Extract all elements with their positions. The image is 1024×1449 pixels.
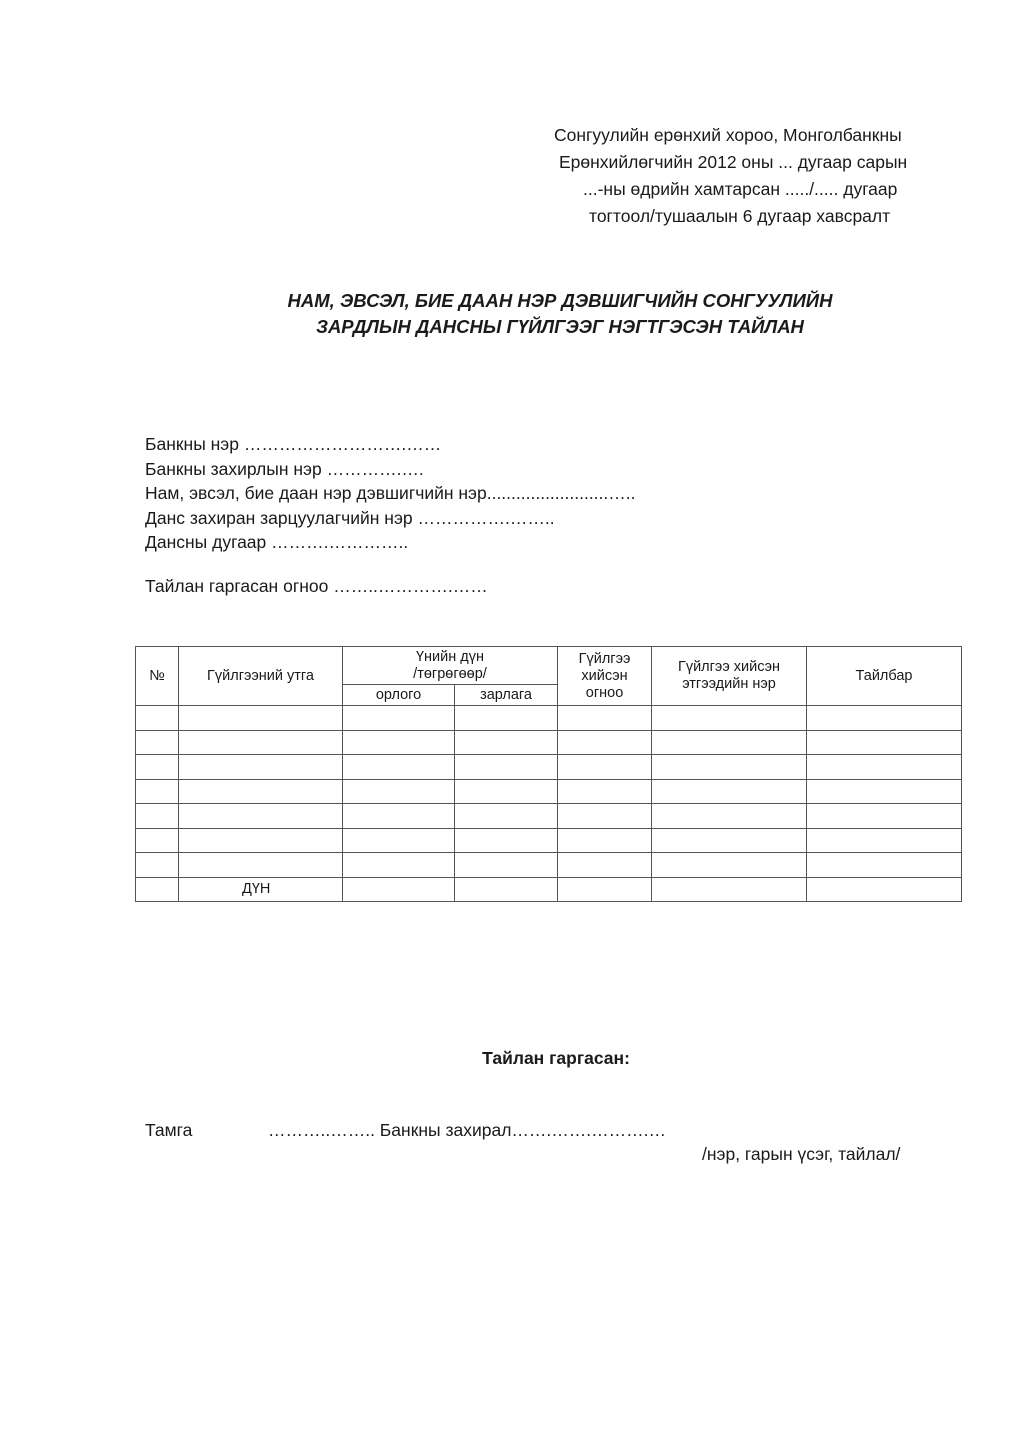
report-issued-by-heading: Тайлан гаргасан: [482, 1048, 630, 1068]
table-cell[interactable] [343, 730, 455, 755]
table-cell[interactable] [179, 828, 343, 853]
header-party-line-2: этгээдийн нэр [682, 676, 776, 692]
header-party [652, 647, 807, 706]
table-cell[interactable] [343, 706, 455, 731]
table-cell[interactable] [455, 755, 558, 780]
header-amount-line-1: Үнийн дүн [415, 648, 485, 665]
table-cell[interactable] [136, 877, 179, 902]
title-line-1: НАМ, ЭВСЭЛ, БИЕ ДААН НЭР ДЭВШИГЧИЙН СОНГУУЛИЙН [287, 290, 833, 311]
table-cell[interactable] [558, 755, 652, 780]
header-no: № [136, 647, 179, 706]
account-manager-field: Данс захиран зарцуулагчийн нэр …………….…….. [145, 507, 555, 528]
table-cell[interactable] [558, 779, 652, 804]
header-date [558, 647, 652, 706]
title-line-2: ЗАРДЛЫН ДАНСНЫ ГҮЙЛГЭЭГ НЭГТГЭСЭН ТАЙЛАН [316, 316, 804, 337]
table-cell[interactable] [558, 828, 652, 853]
table-row [136, 706, 962, 731]
table-cell[interactable] [179, 730, 343, 755]
header-note: Тайлбар [807, 647, 962, 706]
table-cell[interactable] [136, 828, 179, 853]
table-total-row [136, 877, 962, 902]
table-cell[interactable] [455, 804, 558, 829]
table-cell[interactable] [807, 730, 962, 755]
bank-director-field: Банкны захирлын нэр ………….…. [145, 458, 424, 479]
table-cell[interactable] [136, 779, 179, 804]
table-cell[interactable] [343, 804, 455, 829]
total-expense-cell[interactable] [455, 877, 558, 902]
table-cell[interactable] [136, 755, 179, 780]
report-date-field: Тайлан гаргасан огноо ……..………….…… [145, 576, 488, 596]
total-label: ДҮН [179, 877, 343, 902]
table-cell[interactable] [652, 730, 807, 755]
table-cell[interactable] [343, 853, 455, 878]
table-cell[interactable] [652, 828, 807, 853]
header-income: орлого [343, 685, 455, 706]
header-amount-line-2: /төгрөгөөр/ [413, 665, 487, 682]
table-cell[interactable] [343, 755, 455, 780]
table-cell[interactable] [652, 779, 807, 804]
table-row [136, 853, 962, 878]
table-row [136, 730, 962, 755]
document-title [150, 288, 970, 340]
header-amount [343, 647, 558, 685]
header-date-line-1: Гүйлгээ [578, 650, 631, 667]
table-cell[interactable] [807, 804, 962, 829]
annex-line-4: тогтоол/тушаалын 6 дугаар хавсралт [589, 206, 891, 226]
signature-hint: /нэр, гарын үсэг, тайлал/ [702, 1144, 901, 1164]
table-row [136, 804, 962, 829]
table-row [136, 828, 962, 853]
table-cell[interactable] [807, 779, 962, 804]
table-cell[interactable] [807, 853, 962, 878]
table-cell[interactable] [136, 804, 179, 829]
table-row [136, 755, 962, 780]
table-cell[interactable] [652, 706, 807, 731]
transactions-table [135, 646, 962, 902]
table-cell[interactable] [343, 828, 455, 853]
stamp-label: Тамга [145, 1120, 193, 1140]
header-date-line-2: хийсэн [581, 667, 628, 684]
table-cell[interactable] [136, 853, 179, 878]
table-cell[interactable] [455, 779, 558, 804]
annex-reference [540, 122, 980, 230]
table-cell[interactable] [652, 853, 807, 878]
table-cell[interactable] [807, 828, 962, 853]
header-party-line-1: Гүйлгээ хийсэн [677, 659, 781, 675]
header-date-line-3: огноо [585, 684, 624, 701]
table-cell[interactable] [807, 877, 962, 902]
table-cell[interactable] [179, 804, 343, 829]
table-cell[interactable] [136, 706, 179, 731]
table-cell[interactable] [179, 853, 343, 878]
table-cell[interactable] [558, 877, 652, 902]
bank-name-field: Банкны нэр ……………………….…… [145, 434, 442, 454]
header-purpose: Гүйлгээний утга [179, 647, 343, 706]
table-cell[interactable] [455, 730, 558, 755]
report-fields [145, 432, 636, 555]
table-cell[interactable] [179, 706, 343, 731]
table-cell[interactable] [558, 804, 652, 829]
table-cell[interactable] [179, 755, 343, 780]
table-row [136, 779, 962, 804]
table-cell[interactable] [343, 779, 455, 804]
table-cell[interactable] [652, 804, 807, 829]
table-cell[interactable] [455, 853, 558, 878]
table-cell[interactable] [136, 730, 179, 755]
table-cell[interactable] [179, 779, 343, 804]
account-number-field: Дансны дугаар ……….………….. [145, 532, 409, 552]
annex-line-1: Сонгуулийн ерөнхий хороо, Монголбанкны [554, 125, 902, 145]
table-cell[interactable] [558, 853, 652, 878]
table-cell[interactable] [807, 706, 962, 731]
annex-line-2: Ерөнхийлөгчийн 2012 оны ... дугаар сарын [559, 152, 908, 172]
table-cell[interactable] [652, 755, 807, 780]
table-cell[interactable] [455, 706, 558, 731]
table-cell[interactable] [652, 877, 807, 902]
table-cell[interactable] [807, 755, 962, 780]
candidate-name-field: Нам, эвсэл, бие даан нэр дэвшигчийн нэр.........................….. [145, 483, 636, 503]
table-cell[interactable] [558, 706, 652, 731]
table-cell[interactable] [558, 730, 652, 755]
total-income-cell[interactable] [343, 877, 455, 902]
header-expense: зарлага [455, 685, 558, 706]
bank-director-signature-line: ………..…….. Банкны захирал…….…….……….… [268, 1120, 666, 1140]
table-cell[interactable] [455, 828, 558, 853]
annex-line-3: ...-ны өдрийн хамтарсан ...../..... дугаар [583, 179, 898, 199]
